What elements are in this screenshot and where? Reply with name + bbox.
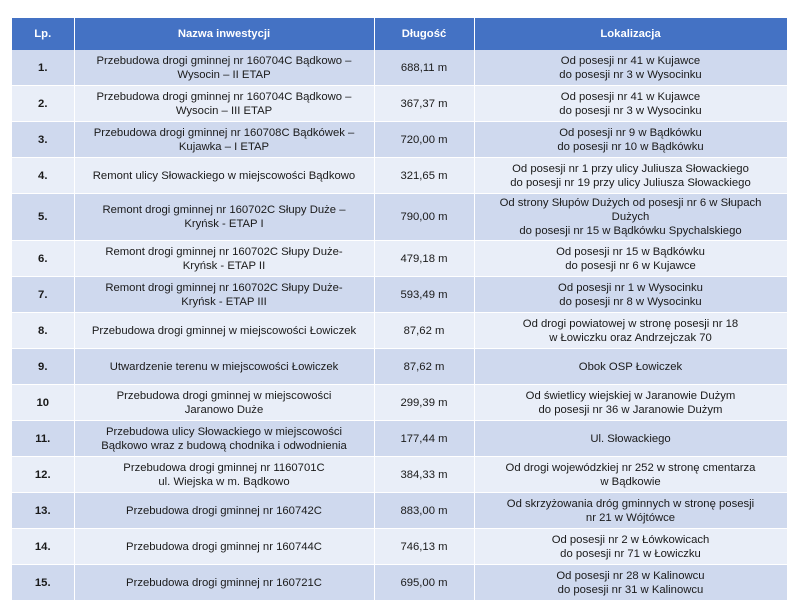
row-length: 720,00 m xyxy=(374,122,474,158)
row-length: 321,65 m xyxy=(374,158,474,194)
row-lp: 12. xyxy=(12,457,74,493)
row-lp: 2. xyxy=(12,86,74,122)
row-name: Przebudowa drogi gminnej nr 160742C xyxy=(74,493,374,529)
table-row xyxy=(12,194,787,241)
row-length: 384,33 m xyxy=(374,457,474,493)
table-row xyxy=(12,457,787,493)
row-length: 883,00 m xyxy=(374,493,474,529)
row-location: Od świetlicy wiejskiej w Jaranowie Dużym do posesji nr 36 w Jaranowie Dużym xyxy=(474,385,787,421)
row-lp: 11. xyxy=(12,421,74,457)
table-row xyxy=(12,421,787,457)
row-length: 479,18 m xyxy=(374,241,474,277)
investments-table xyxy=(12,18,788,601)
table-header-row xyxy=(12,18,787,50)
table-row xyxy=(12,313,787,349)
row-name: Przebudowa drogi gminnej nr 160704C Bądkowo – Wysocin – II ETAP xyxy=(74,50,374,86)
row-length: 87,62 m xyxy=(374,313,474,349)
row-length: 299,39 m xyxy=(374,385,474,421)
row-length: 177,44 m xyxy=(374,421,474,457)
row-location: Od posesji nr 28 w Kalinowcu do posesji nr 31 w Kalinowcu xyxy=(474,565,787,601)
table-row xyxy=(12,122,787,158)
row-name: Przebudowa drogi gminnej nr 160704C Bądkowo – Wysocin – III ETAP xyxy=(74,86,374,122)
table-row xyxy=(12,158,787,194)
row-name: Remont drogi gminnej nr 160702C Słupy Duże- Kryńsk - ETAP III xyxy=(74,277,374,313)
row-location: Od posesji nr 41 w Kujawce do posesji nr 3 w Wysocinku xyxy=(474,50,787,86)
row-location: Od strony Słupów Dużych od posesji nr 6 w Słupach Dużych do posesji nr 15 w Bądkówku Spychalskiego xyxy=(474,194,787,241)
header-lp: Lp. xyxy=(12,18,74,50)
row-lp: 1. xyxy=(12,50,74,86)
row-location: Od skrzyżowania dróg gminnych w stronę posesji nr 21 w Wójtówce xyxy=(474,493,787,529)
row-name: Przebudowa ulicy Słowackiego w miejscowości Bądkowo wraz z budową chodnika i odwodnienia xyxy=(74,421,374,457)
row-lp: 3. xyxy=(12,122,74,158)
header-length: Długość xyxy=(374,18,474,50)
row-location: Obok OSP Łowiczek xyxy=(474,349,787,385)
row-name: Przebudowa drogi gminnej nr 160744C xyxy=(74,529,374,565)
table-row xyxy=(12,385,787,421)
row-lp: 13. xyxy=(12,493,74,529)
row-lp: 9. xyxy=(12,349,74,385)
row-location: Ul. Słowackiego xyxy=(474,421,787,457)
table-row xyxy=(12,529,787,565)
row-lp: 5. xyxy=(12,194,74,241)
table-row xyxy=(12,565,787,601)
row-lp: 15. xyxy=(12,565,74,601)
table-row xyxy=(12,241,787,277)
row-location: Od posesji nr 9 w Bądkówku do posesji nr 10 w Bądkówku xyxy=(474,122,787,158)
table-body xyxy=(12,50,787,601)
row-lp: 10 xyxy=(12,385,74,421)
table-row xyxy=(12,493,787,529)
row-length: 87,62 m xyxy=(374,349,474,385)
row-length: 593,49 m xyxy=(374,277,474,313)
header-name: Nazwa inwestycji xyxy=(74,18,374,50)
row-name: Przebudowa drogi gminnej nr 160721C xyxy=(74,565,374,601)
row-name: Remont drogi gminnej nr 160702C Słupy Duże – Kryńsk - ETAP I xyxy=(74,194,374,241)
row-name: Remont ulicy Słowackiego w miejscowości Bądkowo xyxy=(74,158,374,194)
row-lp: 14. xyxy=(12,529,74,565)
table-row xyxy=(12,86,787,122)
header-location: Lokalizacja xyxy=(474,18,787,50)
row-name: Utwardzenie terenu w miejscowości Łowiczek xyxy=(74,349,374,385)
row-location: Od posesji nr 2 w Łówkowicach do posesji nr 71 w Łowiczku xyxy=(474,529,787,565)
row-length: 790,00 m xyxy=(374,194,474,241)
row-name: Przebudowa drogi gminnej nr 1160701C ul. Wiejska w m. Bądkowo xyxy=(74,457,374,493)
table-row xyxy=(12,277,787,313)
row-location: Od posesji nr 1 przy ulicy Juliusza Słowackiego do posesji nr 19 przy ulicy Juliusza Słowackiego xyxy=(474,158,787,194)
row-name: Przebudowa drogi gminnej w miejscowości Jaranowo Duże xyxy=(74,385,374,421)
row-lp: 7. xyxy=(12,277,74,313)
row-location: Od drogi wojewódzkiej nr 252 w stronę cmentarza w Bądkowie xyxy=(474,457,787,493)
row-length: 367,37 m xyxy=(374,86,474,122)
row-location: Od posesji nr 1 w Wysocinku do posesji nr 8 w Wysocinku xyxy=(474,277,787,313)
row-location: Od drogi powiatowej w stronę posesji nr 18 w Łowiczku oraz Andrzejczak 70 xyxy=(474,313,787,349)
row-length: 688,11 m xyxy=(374,50,474,86)
row-lp: 8. xyxy=(12,313,74,349)
table-row xyxy=(12,349,787,385)
table-row xyxy=(12,50,787,86)
row-name: Remont drogi gminnej nr 160702C Słupy Duże- Kryńsk - ETAP II xyxy=(74,241,374,277)
row-lp: 6. xyxy=(12,241,74,277)
row-length: 695,00 m xyxy=(374,565,474,601)
row-length: 746,13 m xyxy=(374,529,474,565)
row-name: Przebudowa drogi gminnej nr 160708C Bądkówek – Kujawka – I ETAP xyxy=(74,122,374,158)
row-location: Od posesji nr 15 w Bądkówku do posesji nr 6 w Kujawce xyxy=(474,241,787,277)
row-location: Od posesji nr 41 w Kujawce do posesji nr 3 w Wysocinku xyxy=(474,86,787,122)
row-name: Przebudowa drogi gminnej w miejscowości Łowiczek xyxy=(74,313,374,349)
row-lp: 4. xyxy=(12,158,74,194)
